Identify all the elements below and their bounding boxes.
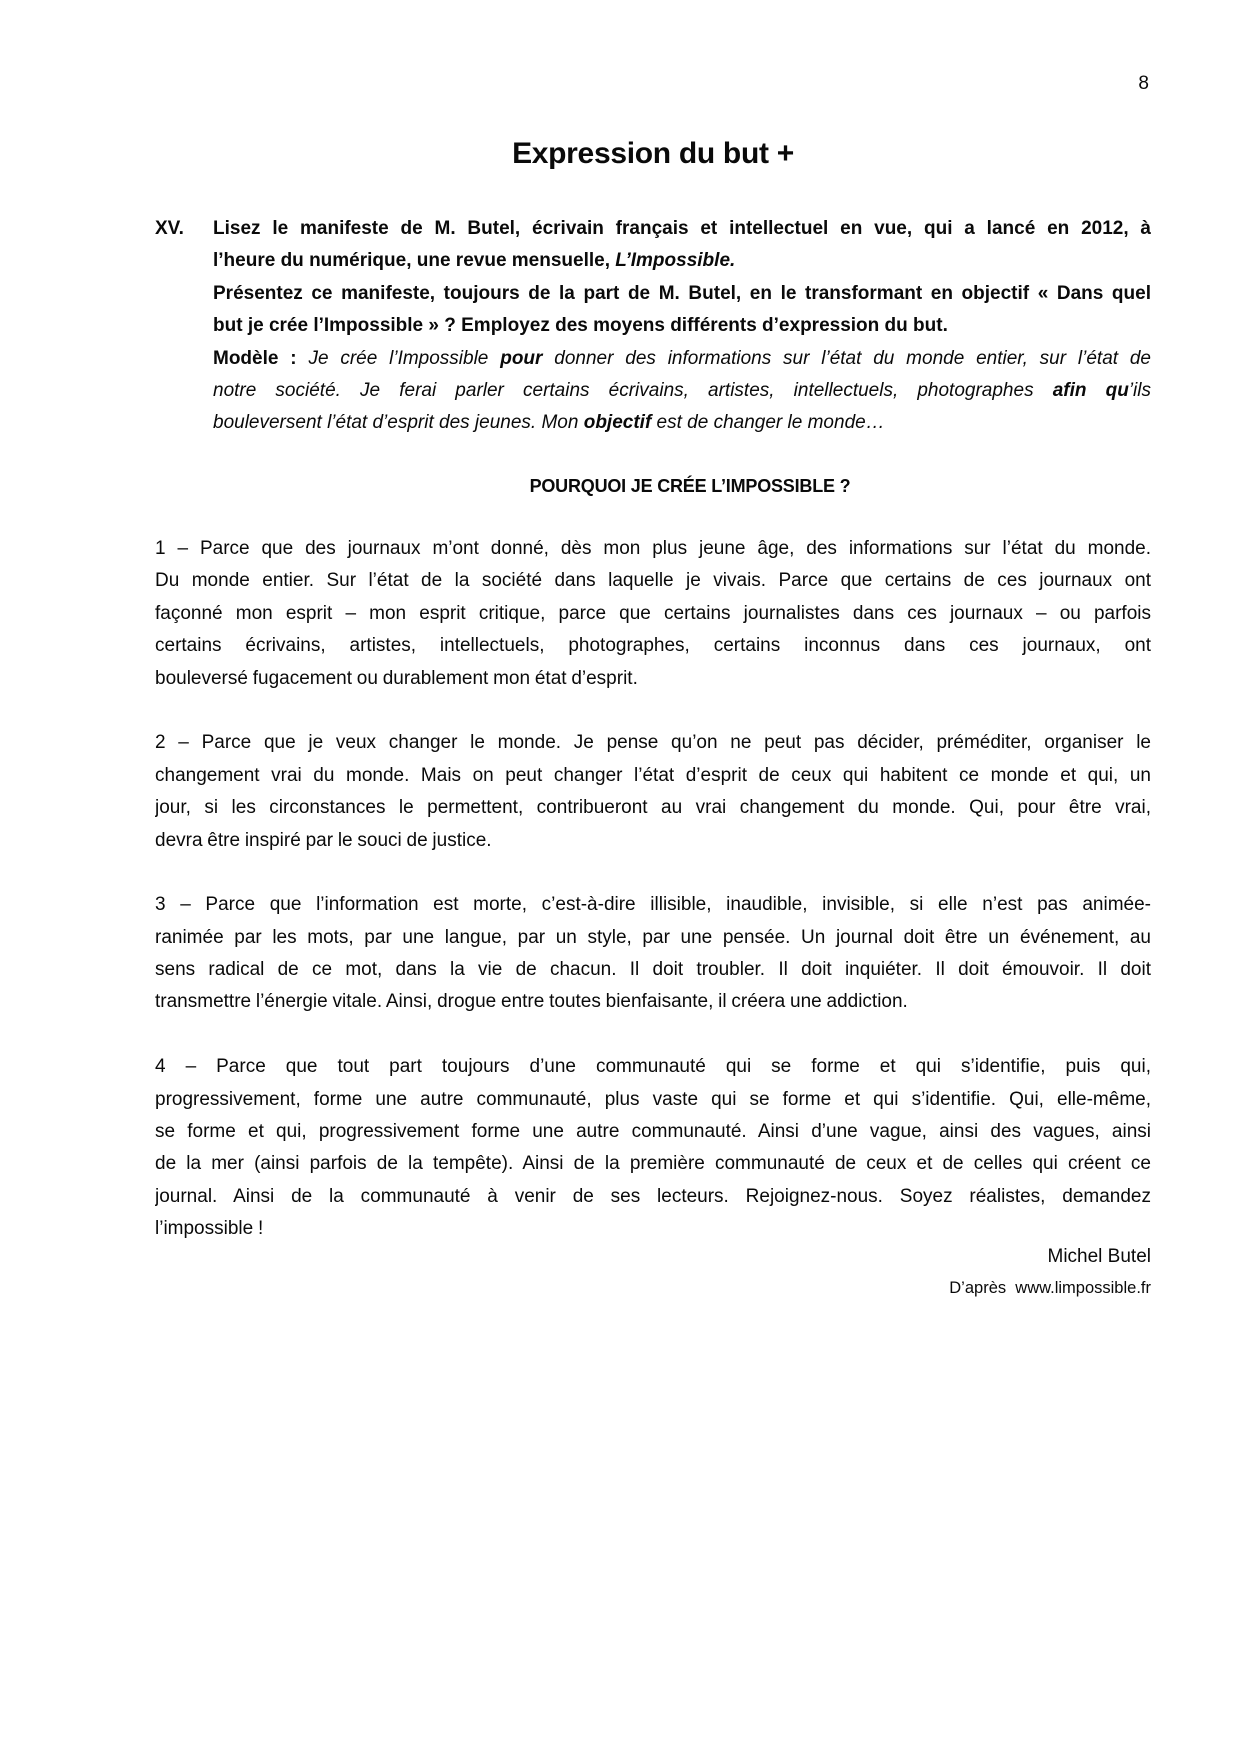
- exercise-text-segment: donner des informations sur l’état du monde entier, sur l’état de: [542, 347, 1151, 369]
- paragraph-line: ranimée par les mots, par une langue, par un style, par une pensée. Un journal doit être un événement, au: [155, 926, 1151, 948]
- exercise-text-segment: ’ils: [1128, 379, 1151, 401]
- exercise-text-segment: bouleversent l’état d’esprit des jeunes. Mon: [213, 412, 584, 434]
- exercise-text-segment: Je crée l’Impossible: [308, 347, 501, 369]
- exercise-line: [213, 245, 1151, 277]
- source-citation: D’après www.limpossible.fr: [949, 1279, 1151, 1297]
- exercise-body: [213, 213, 1151, 440]
- paragraph-line: 1 – Parce que des journaux m’ont donné, dès mon plus jeune âge, des informations sur l’état du monde.: [155, 538, 1151, 559]
- manifesto-paragraph-4: [155, 1051, 1151, 1245]
- page-number: 8: [1138, 73, 1149, 94]
- exercise-text-segment: Présentez ce manifeste, toujours de la part de M. Butel, en le transformant en objectif « Dans quel: [213, 282, 1151, 304]
- exercise-text-segment: notre société. Je ferai parler certains écrivains, artistes, intellectuels, photographes: [213, 379, 1053, 401]
- manifesto-heading: POURQUOI JE CRÉE L’IMPOSSIBLE ?: [529, 476, 851, 496]
- exercise-text-segment: pour: [500, 347, 543, 369]
- exercise-text-segment: afin qu: [1052, 379, 1129, 401]
- exercise-line: [213, 375, 1151, 407]
- exercise-line: [213, 278, 1151, 310]
- paragraph-line: transmettre l’énergie vitale. Ainsi, drogue entre toutes bienfaisante, il créera une addiction.: [155, 991, 908, 1013]
- paragraph-line: certains écrivains, artistes, intellectuels, photographes, certains inconnus dans ces journaux, ont: [155, 635, 1151, 657]
- paragraph-line: 4 – Parce que tout part toujours d’une communauté qui se forme et qui s’identifie, puis qui,: [155, 1056, 1151, 1078]
- exercise-line: [213, 343, 1151, 375]
- paragraph-line: sens radical de ce mot, dans la vie de chacun. Il doit troubler. Il doit inquiéter. Il doit émouvoir. Il doit: [155, 959, 1151, 981]
- paragraph-line: 2 – Parce que je veux changer le monde. Je pense qu’on ne peut pas décider, préméditer, organiser le: [155, 732, 1151, 754]
- exercise-text-segment: L’Impossible.: [615, 250, 736, 272]
- exercise-text-segment: l’heure du numérique, une revue mensuelle,: [213, 250, 616, 272]
- paragraph-line: devra être inspiré par le souci de justice.: [155, 829, 492, 851]
- paragraph-line: façonné mon esprit – mon esprit critique, parce que certains journalistes dans ces journaux – ou parfois: [155, 602, 1151, 624]
- exercise-text-segment: but je crée l’Impossible » ? Employez des moyens différents d’expression du but.: [213, 315, 948, 337]
- exercise-text-segment: objectif: [583, 412, 652, 434]
- author-signature: Michel Butel: [1047, 1246, 1151, 1267]
- paragraph-line: changement vrai du monde. Mais on peut changer l’état d’esprit de ceux qui habitent ce monde et qui, un: [155, 764, 1151, 786]
- exercise-line: [213, 213, 1151, 245]
- manifesto-paragraph-1: [155, 533, 1151, 695]
- paragraph-line: Du monde entier. Sur l’état de la société dans laquelle je vivais. Parce que certains de ces journaux ont: [155, 570, 1151, 592]
- manifesto-text: [155, 533, 1151, 1278]
- exercise-number: XV.: [155, 218, 184, 239]
- paragraph-line: 3 – Parce que l’information est morte, c’est-à-dire illisible, inaudible, invisible, si elle n’est pas animée-: [155, 894, 1151, 916]
- exercise-text-segment: Lisez le manifeste de M. Butel, écrivain français et intellectuel en vue, qui a lancé en 2012, à: [213, 218, 1151, 239]
- exercise-text-segment: est de changer le monde…: [651, 412, 885, 434]
- paragraph-line: bouleversé fugacement ou durablement mon état d’esprit.: [155, 667, 638, 689]
- paragraph-line: se forme et qui, progressivement forme une autre communauté. Ainsi d’une vague, ainsi des vagues, ainsi: [155, 1121, 1151, 1143]
- exercise-instructions: [155, 213, 1151, 440]
- page-title: Expression du but +: [512, 137, 794, 170]
- exercise-text-segment: Modèle :: [213, 347, 309, 369]
- paragraph-line: journal. Ainsi de la communauté à venir de ses lecteurs. Rejoignez-nous. Soyez réalistes, demandez: [155, 1185, 1151, 1207]
- paragraph-line: jour, si les circonstances le permettent, contribueront au vrai changement du monde. Qui, pour être vrai,: [155, 797, 1151, 819]
- exercise-line: [213, 310, 1151, 342]
- manifesto-paragraph-2: [155, 727, 1151, 857]
- paragraph-line: l’impossible !: [155, 1218, 264, 1240]
- exercise-line: [213, 407, 1151, 439]
- paragraph-line: de la mer (ainsi parfois de la tempête). Ainsi de la première communauté de ceux et de celles qui créent ce: [155, 1153, 1151, 1175]
- manifesto-paragraph-3: [155, 889, 1151, 1019]
- paragraph-line: progressivement, forme une autre communauté, plus vaste qui se forme et qui s’identifie. Qui, elle-même,: [155, 1088, 1151, 1110]
